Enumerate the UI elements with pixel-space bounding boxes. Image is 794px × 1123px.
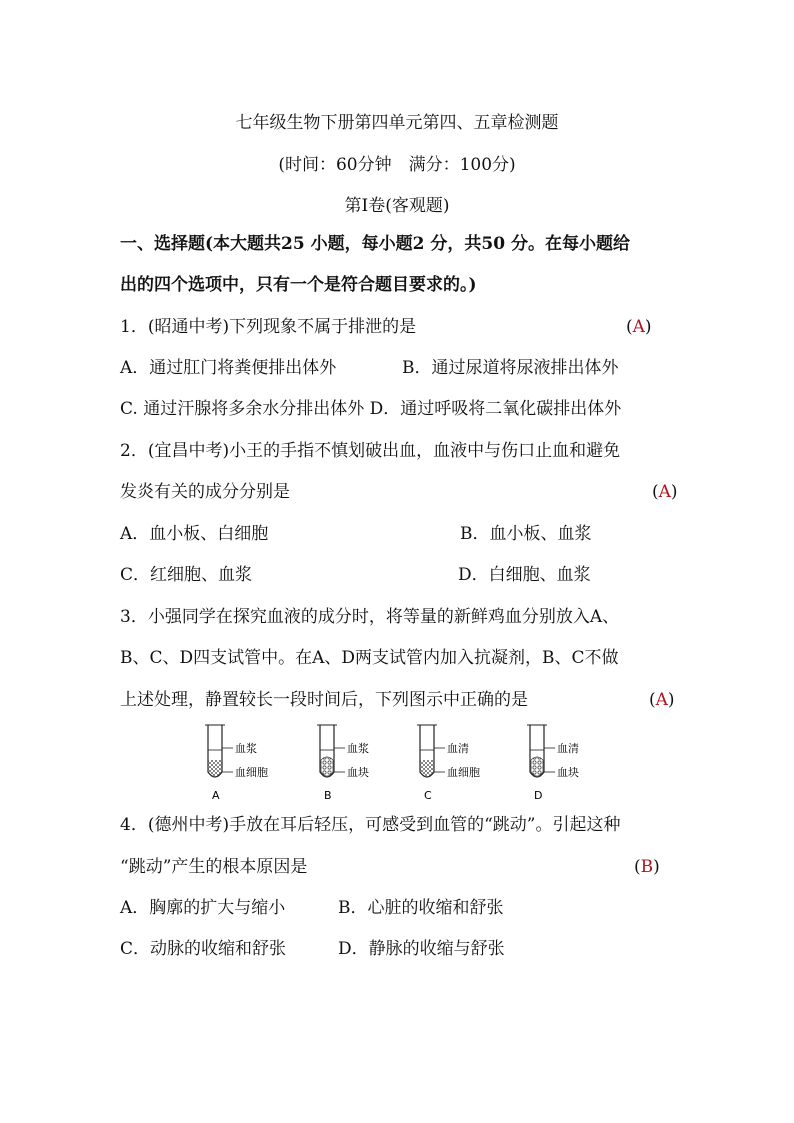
question-2-stem-2: 发炎有关的成分分别是 bbox=[120, 482, 290, 502]
question-1-option-cd: C. 通过汗腺将多余水分排出体外 D．通过呼吸将二氧化碳排出体外 bbox=[120, 399, 622, 419]
question-2-option-d: D．白细胞、血浆 bbox=[458, 565, 591, 585]
answer-letter: B bbox=[640, 857, 654, 877]
question-4-option-a: A．胸廓的扩大与缩小 bbox=[120, 898, 286, 918]
section-heading: 第Ⅰ卷(客观题) bbox=[344, 196, 450, 216]
tube-a-bottom-label: 血细胞 bbox=[235, 766, 268, 779]
tube-b-letter: B bbox=[324, 789, 332, 802]
question-2-option-a: A．血小板、白细胞 bbox=[120, 524, 269, 544]
test-tube-c bbox=[417, 725, 480, 802]
question-1-answer: (A) bbox=[626, 317, 652, 337]
tube-c-top-label: 血清 bbox=[447, 742, 469, 755]
question-4-option-d: D．静脉的收缩与舒张 bbox=[338, 939, 505, 959]
tube-b-bottom-label: 血块 bbox=[347, 766, 369, 779]
tube-b-top-label: 血浆 bbox=[347, 742, 369, 755]
question-4-stem-2: “跳动”产生的根本原因是 bbox=[120, 857, 308, 877]
question-4-option-c: C．动脉的收缩和舒张 bbox=[120, 939, 287, 959]
instructions-line-2: 出的四个选项中，只有一个是符合题目要求的。) bbox=[120, 275, 477, 295]
question-3-stem-3: 上述处理，静置较长一段时间后，下列图示中正确的是 bbox=[120, 690, 528, 710]
tube-d-bottom-label: 血块 bbox=[557, 766, 579, 779]
question-3-answer: (A) bbox=[649, 690, 675, 710]
test-tube-d bbox=[527, 725, 579, 802]
question-1-stem: 1．(昭通中考)下列现象不属于排泄的是 bbox=[120, 317, 417, 337]
tube-a-letter: A bbox=[212, 789, 220, 802]
tube-c-bottom-label: 血细胞 bbox=[447, 766, 480, 779]
question-4-answer: (B) bbox=[634, 857, 660, 877]
question-2-answer: (A) bbox=[652, 482, 678, 502]
question-2-option-b: B．血小板、血浆 bbox=[460, 524, 592, 544]
tube-d-top-label: 血清 bbox=[557, 742, 579, 755]
question-4-option-b: B．心脏的收缩和舒张 bbox=[338, 898, 504, 918]
tube-d-letter: D bbox=[534, 789, 543, 802]
question-4-stem-1: 4．(德州中考)手放在耳后轻压，可感受到血管的“跳动”。引起这种 bbox=[120, 815, 621, 835]
tube-c-letter: C bbox=[424, 789, 432, 802]
test-tube-figure bbox=[195, 720, 595, 802]
instructions-line-1: 一、选择题(本大题共25 小题，每小题2 分，共50 分。在每小题给 bbox=[120, 234, 630, 254]
tube-a-top-label: 血浆 bbox=[235, 742, 257, 755]
answer-letter: A bbox=[655, 690, 668, 710]
question-1-option-a: A．通过肛门将粪便排出体外 bbox=[120, 358, 337, 378]
question-3-stem-1: 3．小强同学在探究血液的成分时，将等量的新鲜鸡血分别放入A、 bbox=[120, 607, 620, 627]
answer-letter: A bbox=[658, 482, 671, 502]
question-2-stem-1: 2．(宜昌中考)小王的手指不慎划破出血，血液中与伤口止血和避免 bbox=[120, 441, 621, 461]
test-tube-b bbox=[317, 725, 369, 802]
question-1-option-b: B．通过尿道将尿液排出体外 bbox=[402, 358, 619, 378]
document-title: 七年级生物下册第四单元第四、五章检测题 bbox=[235, 113, 559, 133]
question-2-option-c: C．红细胞、血浆 bbox=[120, 565, 253, 585]
document-subtitle: (时间：60分钟 满分：100分) bbox=[278, 155, 516, 175]
test-tube-a bbox=[205, 725, 268, 802]
question-3-stem-2: B、C、D四支试管中。在A、D两支试管内加入抗凝剂，B、C不做 bbox=[120, 648, 619, 668]
answer-letter: A bbox=[632, 317, 645, 337]
